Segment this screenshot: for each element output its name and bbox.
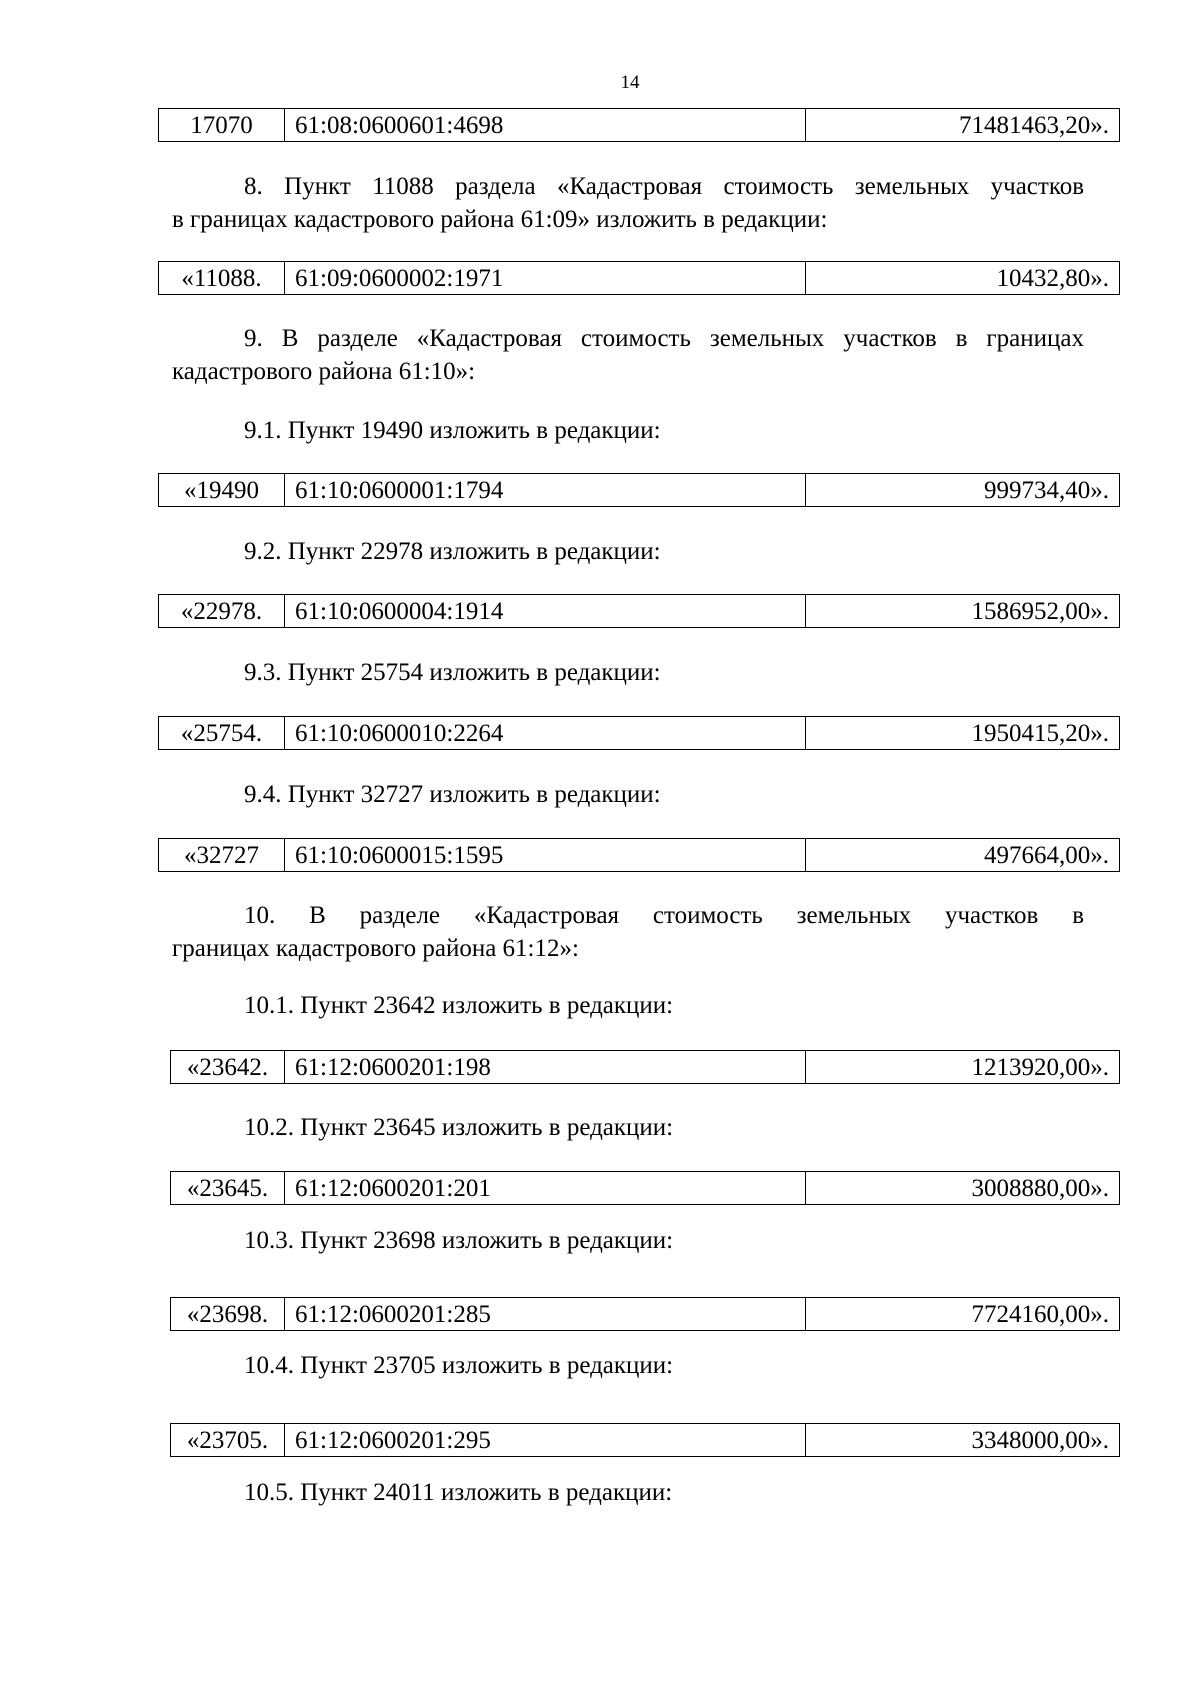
- subsection-paragraph: [172, 1476, 1084, 1509]
- paragraph-line: 10. В разделе «Кадастровая стоимость земельных участков в: [244, 902, 1084, 929]
- cadastral-value: 1586952,00».: [806, 595, 1120, 628]
- cadastral-number: 61:12:0600201:295: [285, 1424, 806, 1457]
- paragraph-line: 8. Пункт 11088 раздела «Кадастровая стоимость земельных участков: [244, 173, 1084, 200]
- cadastral-record-table: [158, 261, 1120, 295]
- cadastral-number: 61:10:0600015:1595: [285, 839, 806, 872]
- cadastral-value: 999734,40».: [806, 474, 1120, 507]
- cadastral-number: 61:10:0600010:2264: [285, 717, 806, 750]
- section-paragraph-continued: [172, 203, 1084, 236]
- cadastral-record-table: [170, 1171, 1120, 1205]
- cadastral-value: 1213920,00».: [806, 1051, 1120, 1084]
- item-number: «23645.: [171, 1172, 285, 1205]
- cadastral-number: 61:10:0600004:1914: [285, 595, 806, 628]
- cadastral-number: 61:12:0600201:285: [285, 1298, 806, 1331]
- cadastral-record-table: [158, 838, 1120, 872]
- paragraph-line: 10.5. Пункт 24011 изложить в редакции:: [244, 1479, 673, 1506]
- item-number: «22978.: [159, 595, 285, 628]
- section-paragraph-continued: [172, 355, 1084, 388]
- section-paragraph: [172, 899, 1084, 932]
- item-number: 17070: [159, 109, 285, 142]
- cadastral-value: 7724160,00».: [806, 1298, 1120, 1331]
- section-paragraph: [172, 322, 1084, 355]
- cadastral-record-table: [170, 1423, 1120, 1457]
- paragraph-line: 9.2. Пункт 22978 изложить в редакции:: [244, 538, 661, 565]
- paragraph-line: 9.4. Пункт 32727 изложить в редакции:: [244, 781, 661, 808]
- cadastral-value: 71481463,20».: [806, 109, 1120, 142]
- paragraph-line: 9.3. Пункт 25754 изложить в редакции:: [244, 659, 661, 686]
- subsection-paragraph: [172, 778, 1084, 811]
- subsection-paragraph: [172, 1349, 1084, 1382]
- cadastral-value: 3348000,00».: [806, 1424, 1120, 1457]
- item-number: «32727: [159, 839, 285, 872]
- cadastral-number: 61:10:0600001:1794: [285, 474, 806, 507]
- cadastral-value: 497664,00».: [806, 839, 1120, 872]
- subsection-paragraph: [172, 414, 1084, 447]
- paragraph-line: 10.1. Пункт 23642 изложить в редакции:: [244, 992, 674, 1019]
- cadastral-record-table: [158, 594, 1120, 628]
- cadastral-value: 10432,80».: [806, 262, 1120, 295]
- item-number: «23698.: [171, 1298, 285, 1331]
- paragraph-line: в границах кадастрового района 61:09» изложить в редакции:: [172, 206, 828, 233]
- section-paragraph-continued: [172, 932, 1084, 965]
- item-number: «25754.: [159, 717, 285, 750]
- cadastral-number: 61:08:0600601:4698: [285, 109, 806, 142]
- subsection-paragraph: [172, 989, 1084, 1022]
- cadastral-value: 3008880,00».: [806, 1172, 1120, 1205]
- item-number: «11088.: [159, 262, 285, 295]
- subsection-paragraph: [172, 1111, 1084, 1144]
- cadastral-record-table: [170, 1297, 1120, 1331]
- cadastral-record-table: [158, 716, 1120, 750]
- subsection-paragraph: [172, 535, 1084, 568]
- page-number: 14: [620, 72, 640, 93]
- paragraph-line: 10.4. Пункт 23705 изложить в редакции:: [244, 1352, 674, 1379]
- cadastral-number: 61:09:0600002:1971: [285, 262, 806, 295]
- item-number: «23642.: [171, 1051, 285, 1084]
- paragraph-line: 10.2. Пункт 23645 изложить в редакции:: [244, 1114, 674, 1141]
- cadastral-record-table: [158, 108, 1120, 142]
- paragraph-line: 9. В разделе «Кадастровая стоимость земельных участков в границах: [244, 325, 1084, 352]
- cadastral-number: 61:12:0600201:201: [285, 1172, 806, 1205]
- cadastral-number: 61:12:0600201:198: [285, 1051, 806, 1084]
- paragraph-line: 10.3. Пункт 23698 изложить в редакции:: [244, 1227, 674, 1254]
- paragraph-line: границах кадастрового района 61:12»:: [172, 935, 579, 962]
- paragraph-line: кадастрового района 61:10»:: [172, 358, 476, 385]
- cadastral-value: 1950415,20».: [806, 717, 1120, 750]
- subsection-paragraph: [172, 1224, 1084, 1257]
- item-number: «23705.: [171, 1424, 285, 1457]
- section-paragraph: [172, 170, 1084, 203]
- cadastral-record-table: [158, 473, 1120, 507]
- item-number: «19490: [159, 474, 285, 507]
- cadastral-record-table: [170, 1050, 1120, 1084]
- paragraph-line: 9.1. Пункт 19490 изложить в редакции:: [244, 417, 661, 444]
- subsection-paragraph: [172, 656, 1084, 689]
